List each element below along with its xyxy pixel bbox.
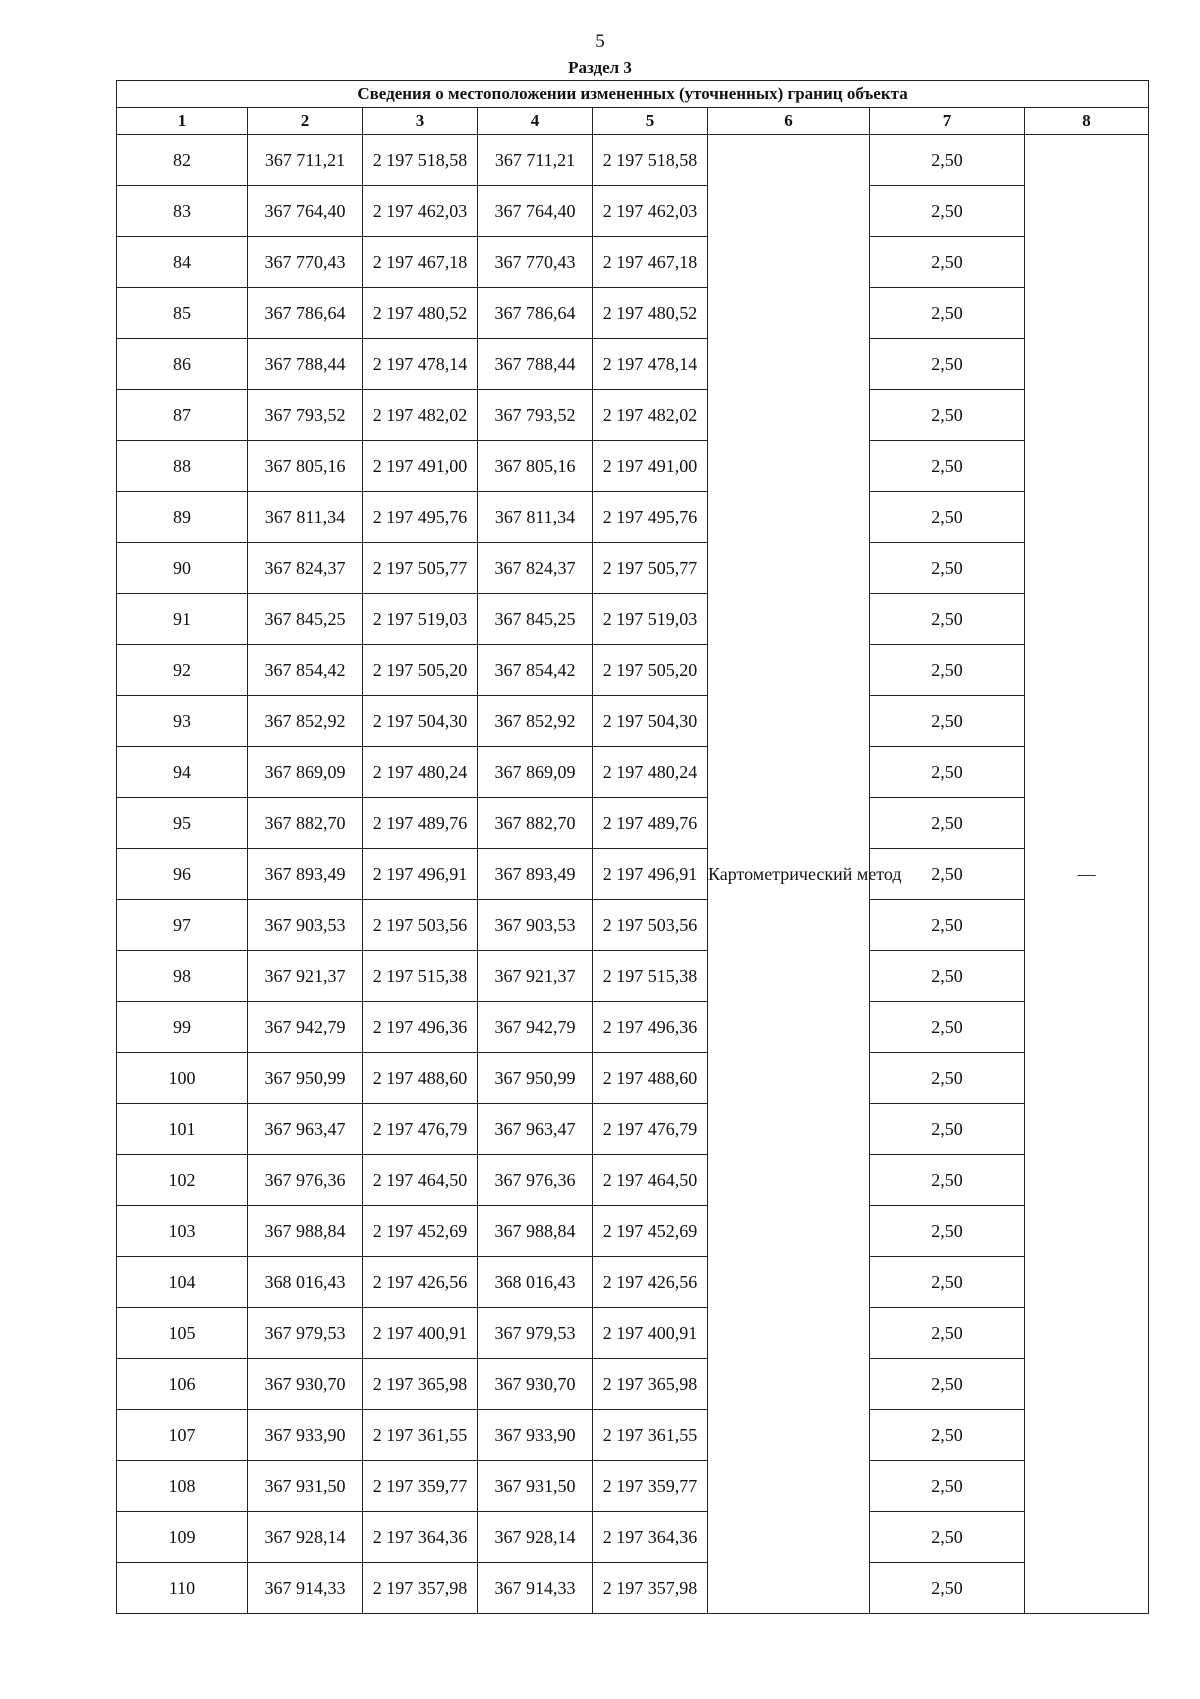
table-row — [117, 288, 1149, 339]
y-coordinate-new-cell: 2 197 503,56 — [593, 900, 708, 951]
table-row — [117, 696, 1149, 747]
table-row — [117, 237, 1149, 288]
table-body — [117, 135, 1149, 1614]
x-coordinate-old-cell: 367 963,47 — [248, 1104, 363, 1155]
x-coordinate-old-cell: 367 976,36 — [248, 1155, 363, 1206]
x-coordinate-new-cell: 367 852,92 — [478, 696, 593, 747]
point-number-cell: 87 — [117, 390, 248, 441]
table-row — [117, 900, 1149, 951]
point-number-cell: 84 — [117, 237, 248, 288]
table-row — [117, 441, 1149, 492]
y-coordinate-new-cell: 2 197 480,52 — [593, 288, 708, 339]
table-row — [117, 1257, 1149, 1308]
y-coordinate-new-cell: 2 197 464,50 — [593, 1155, 708, 1206]
x-coordinate-old-cell: 367 845,25 — [248, 594, 363, 645]
y-coordinate-new-cell: 2 197 488,60 — [593, 1053, 708, 1104]
y-coordinate-new-cell: 2 197 467,18 — [593, 237, 708, 288]
y-coordinate-old-cell: 2 197 361,55 — [363, 1410, 478, 1461]
point-number-cell: 103 — [117, 1206, 248, 1257]
table-row — [117, 594, 1149, 645]
x-coordinate-new-cell: 367 893,49 — [478, 849, 593, 900]
accuracy-cell: 2,50 — [870, 288, 1025, 339]
x-coordinate-new-cell: 367 805,16 — [478, 441, 593, 492]
y-coordinate-old-cell: 2 197 488,60 — [363, 1053, 478, 1104]
x-coordinate-old-cell: 367 811,34 — [248, 492, 363, 543]
point-number-cell: 82 — [117, 135, 248, 186]
method-cell: Картометрический метод — [708, 135, 870, 1614]
x-coordinate-new-cell: 367 914,33 — [478, 1563, 593, 1614]
x-coordinate-new-cell: 367 988,84 — [478, 1206, 593, 1257]
y-coordinate-new-cell: 2 197 357,98 — [593, 1563, 708, 1614]
y-coordinate-old-cell: 2 197 400,91 — [363, 1308, 478, 1359]
accuracy-cell: 2,50 — [870, 1563, 1025, 1614]
table-row — [117, 543, 1149, 594]
y-coordinate-old-cell: 2 197 515,38 — [363, 951, 478, 1002]
x-coordinate-old-cell: 367 933,90 — [248, 1410, 363, 1461]
x-coordinate-old-cell: 367 711,21 — [248, 135, 363, 186]
table-row — [117, 849, 1149, 900]
y-coordinate-new-cell: 2 197 515,38 — [593, 951, 708, 1002]
point-number-cell: 90 — [117, 543, 248, 594]
section-title: Раздел 3 — [568, 58, 632, 77]
accuracy-cell: 2,50 — [870, 696, 1025, 747]
x-coordinate-new-cell: 367 933,90 — [478, 1410, 593, 1461]
x-coordinate-new-cell: 368 016,43 — [478, 1257, 593, 1308]
x-coordinate-old-cell: 367 824,37 — [248, 543, 363, 594]
x-coordinate-old-cell: 367 928,14 — [248, 1512, 363, 1563]
y-coordinate-new-cell: 2 197 518,58 — [593, 135, 708, 186]
point-number-cell: 93 — [117, 696, 248, 747]
accuracy-cell: 2,50 — [870, 747, 1025, 798]
table-row — [117, 1308, 1149, 1359]
y-coordinate-old-cell: 2 197 495,76 — [363, 492, 478, 543]
y-coordinate-old-cell: 2 197 496,91 — [363, 849, 478, 900]
accuracy-cell: 2,50 — [870, 237, 1025, 288]
y-coordinate-new-cell: 2 197 505,20 — [593, 645, 708, 696]
y-coordinate-new-cell: 2 197 364,36 — [593, 1512, 708, 1563]
accuracy-cell: 2,50 — [870, 1206, 1025, 1257]
point-number-cell: 97 — [117, 900, 248, 951]
x-coordinate-old-cell: 367 988,84 — [248, 1206, 363, 1257]
y-coordinate-old-cell: 2 197 462,03 — [363, 186, 478, 237]
y-coordinate-old-cell: 2 197 467,18 — [363, 237, 478, 288]
x-coordinate-new-cell: 367 764,40 — [478, 186, 593, 237]
accuracy-cell: 2,50 — [870, 1308, 1025, 1359]
y-coordinate-old-cell: 2 197 505,20 — [363, 645, 478, 696]
x-coordinate-new-cell: 367 824,37 — [478, 543, 593, 594]
x-coordinate-new-cell: 367 845,25 — [478, 594, 593, 645]
x-coordinate-old-cell: 367 921,37 — [248, 951, 363, 1002]
y-coordinate-old-cell: 2 197 359,77 — [363, 1461, 478, 1512]
column-number: 3 — [363, 108, 478, 135]
y-coordinate-old-cell: 2 197 480,24 — [363, 747, 478, 798]
accuracy-cell: 2,50 — [870, 492, 1025, 543]
accuracy-cell: 2,50 — [870, 135, 1025, 186]
accuracy-cell: 2,50 — [870, 645, 1025, 696]
table-row — [117, 1053, 1149, 1104]
y-coordinate-new-cell: 2 197 361,55 — [593, 1410, 708, 1461]
x-coordinate-new-cell: 367 976,36 — [478, 1155, 593, 1206]
y-coordinate-old-cell: 2 197 496,36 — [363, 1002, 478, 1053]
y-coordinate-old-cell: 2 197 489,76 — [363, 798, 478, 849]
y-coordinate-old-cell: 2 197 364,36 — [363, 1512, 478, 1563]
table-row — [117, 186, 1149, 237]
point-number-cell: 105 — [117, 1308, 248, 1359]
x-coordinate-new-cell: 367 963,47 — [478, 1104, 593, 1155]
x-coordinate-old-cell: 367 930,70 — [248, 1359, 363, 1410]
y-coordinate-old-cell: 2 197 452,69 — [363, 1206, 478, 1257]
x-coordinate-new-cell: 367 770,43 — [478, 237, 593, 288]
x-coordinate-old-cell: 367 793,52 — [248, 390, 363, 441]
accuracy-cell: 2,50 — [870, 339, 1025, 390]
y-coordinate-new-cell: 2 197 496,91 — [593, 849, 708, 900]
table-row — [117, 1512, 1149, 1563]
y-coordinate-new-cell: 2 197 482,02 — [593, 390, 708, 441]
accuracy-cell: 2,50 — [870, 441, 1025, 492]
table-row — [117, 747, 1149, 798]
y-coordinate-new-cell: 2 197 476,79 — [593, 1104, 708, 1155]
accuracy-cell: 2,50 — [870, 1359, 1025, 1410]
x-coordinate-old-cell: 367 786,64 — [248, 288, 363, 339]
x-coordinate-old-cell: 367 931,50 — [248, 1461, 363, 1512]
x-coordinate-old-cell: 367 788,44 — [248, 339, 363, 390]
x-coordinate-old-cell: 367 950,99 — [248, 1053, 363, 1104]
y-coordinate-old-cell: 2 197 476,79 — [363, 1104, 478, 1155]
table-row — [117, 1104, 1149, 1155]
x-coordinate-old-cell: 367 979,53 — [248, 1308, 363, 1359]
x-coordinate-new-cell: 367 942,79 — [478, 1002, 593, 1053]
x-coordinate-new-cell: 367 931,50 — [478, 1461, 593, 1512]
x-coordinate-new-cell: 367 854,42 — [478, 645, 593, 696]
x-coordinate-new-cell: 367 979,53 — [478, 1308, 593, 1359]
point-number-cell: 98 — [117, 951, 248, 1002]
accuracy-cell: 2,50 — [870, 543, 1025, 594]
y-coordinate-old-cell: 2 197 480,52 — [363, 288, 478, 339]
table-row — [117, 390, 1149, 441]
y-coordinate-new-cell: 2 197 452,69 — [593, 1206, 708, 1257]
point-number-cell: 101 — [117, 1104, 248, 1155]
accuracy-cell: 2,50 — [870, 951, 1025, 1002]
accuracy-cell: 2,50 — [870, 900, 1025, 951]
accuracy-cell: 2,50 — [870, 594, 1025, 645]
table-row — [117, 1002, 1149, 1053]
y-coordinate-new-cell: 2 197 400,91 — [593, 1308, 708, 1359]
table-row — [117, 1206, 1149, 1257]
y-coordinate-new-cell: 2 197 478,14 — [593, 339, 708, 390]
x-coordinate-old-cell: 367 869,09 — [248, 747, 363, 798]
x-coordinate-old-cell: 367 805,16 — [248, 441, 363, 492]
x-coordinate-old-cell: 367 893,49 — [248, 849, 363, 900]
point-number-cell: 102 — [117, 1155, 248, 1206]
point-number-cell: 109 — [117, 1512, 248, 1563]
y-coordinate-old-cell: 2 197 491,00 — [363, 441, 478, 492]
note-cell: — — [1025, 135, 1149, 1614]
y-coordinate-old-cell: 2 197 464,50 — [363, 1155, 478, 1206]
accuracy-cell: 2,50 — [870, 1053, 1025, 1104]
x-coordinate-old-cell: 367 942,79 — [248, 1002, 363, 1053]
x-coordinate-old-cell: 367 854,42 — [248, 645, 363, 696]
accuracy-cell: 2,50 — [870, 1002, 1025, 1053]
column-number: 6 — [708, 108, 870, 135]
point-number-cell: 110 — [117, 1563, 248, 1614]
y-coordinate-new-cell: 2 197 496,36 — [593, 1002, 708, 1053]
accuracy-cell: 2,50 — [870, 798, 1025, 849]
table-row — [117, 135, 1149, 186]
point-number-cell: 88 — [117, 441, 248, 492]
x-coordinate-new-cell: 367 921,37 — [478, 951, 593, 1002]
point-number-cell: 95 — [117, 798, 248, 849]
point-number-cell: 106 — [117, 1359, 248, 1410]
x-coordinate-new-cell: 367 793,52 — [478, 390, 593, 441]
accuracy-cell: 2,50 — [870, 390, 1025, 441]
point-number-cell: 99 — [117, 1002, 248, 1053]
column-number: 5 — [593, 108, 708, 135]
x-coordinate-old-cell: 367 903,53 — [248, 900, 363, 951]
point-number-cell: 92 — [117, 645, 248, 696]
column-number: 7 — [870, 108, 1025, 135]
table-row — [117, 951, 1149, 1002]
x-coordinate-old-cell: 367 852,92 — [248, 696, 363, 747]
accuracy-cell: 2,50 — [870, 1512, 1025, 1563]
point-number-cell: 108 — [117, 1461, 248, 1512]
point-number-cell: 89 — [117, 492, 248, 543]
table-caption: Сведения о местоположении измененных (уточненных) границ объекта — [117, 81, 1149, 108]
x-coordinate-old-cell: 367 764,40 — [248, 186, 363, 237]
table-row — [117, 1410, 1149, 1461]
y-coordinate-old-cell: 2 197 505,77 — [363, 543, 478, 594]
accuracy-cell: 2,50 — [870, 186, 1025, 237]
accuracy-cell: 2,50 — [870, 1410, 1025, 1461]
y-coordinate-new-cell: 2 197 519,03 — [593, 594, 708, 645]
table-row — [117, 1155, 1149, 1206]
column-number: 2 — [248, 108, 363, 135]
column-number: 8 — [1025, 108, 1149, 135]
x-coordinate-old-cell: 367 882,70 — [248, 798, 363, 849]
y-coordinate-new-cell: 2 197 489,76 — [593, 798, 708, 849]
page-number: 5 — [595, 31, 605, 52]
point-number-cell: 86 — [117, 339, 248, 390]
x-coordinate-new-cell: 367 786,64 — [478, 288, 593, 339]
point-number-cell: 91 — [117, 594, 248, 645]
x-coordinate-new-cell: 367 869,09 — [478, 747, 593, 798]
table-row — [117, 1563, 1149, 1614]
point-number-cell: 100 — [117, 1053, 248, 1104]
accuracy-cell: 2,50 — [870, 1104, 1025, 1155]
coordinates-table — [116, 80, 1149, 1614]
x-coordinate-new-cell: 367 788,44 — [478, 339, 593, 390]
x-coordinate-new-cell: 367 811,34 — [478, 492, 593, 543]
x-coordinate-new-cell: 367 711,21 — [478, 135, 593, 186]
y-coordinate-old-cell: 2 197 478,14 — [363, 339, 478, 390]
y-coordinate-new-cell: 2 197 365,98 — [593, 1359, 708, 1410]
point-number-cell: 107 — [117, 1410, 248, 1461]
y-coordinate-old-cell: 2 197 519,03 — [363, 594, 478, 645]
column-number: 4 — [478, 108, 593, 135]
y-coordinate-new-cell: 2 197 359,77 — [593, 1461, 708, 1512]
y-coordinate-new-cell: 2 197 495,76 — [593, 492, 708, 543]
accuracy-cell: 2,50 — [870, 849, 1025, 900]
point-number-cell: 83 — [117, 186, 248, 237]
x-coordinate-old-cell: 368 016,43 — [248, 1257, 363, 1308]
point-number-cell: 94 — [117, 747, 248, 798]
x-coordinate-old-cell: 367 770,43 — [248, 237, 363, 288]
y-coordinate-old-cell: 2 197 365,98 — [363, 1359, 478, 1410]
point-number-cell: 96 — [117, 849, 248, 900]
y-coordinate-old-cell: 2 197 518,58 — [363, 135, 478, 186]
y-coordinate-new-cell: 2 197 504,30 — [593, 696, 708, 747]
x-coordinate-new-cell: 367 903,53 — [478, 900, 593, 951]
y-coordinate-new-cell: 2 197 462,03 — [593, 186, 708, 237]
column-number-row — [117, 108, 1149, 135]
table-row — [117, 645, 1149, 696]
point-number-cell: 85 — [117, 288, 248, 339]
table-row — [117, 492, 1149, 543]
accuracy-cell: 2,50 — [870, 1155, 1025, 1206]
y-coordinate-new-cell: 2 197 491,00 — [593, 441, 708, 492]
column-number: 1 — [117, 108, 248, 135]
x-coordinate-new-cell: 367 950,99 — [478, 1053, 593, 1104]
x-coordinate-new-cell: 367 930,70 — [478, 1359, 593, 1410]
y-coordinate-new-cell: 2 197 480,24 — [593, 747, 708, 798]
y-coordinate-old-cell: 2 197 426,56 — [363, 1257, 478, 1308]
accuracy-cell: 2,50 — [870, 1461, 1025, 1512]
table-row — [117, 1359, 1149, 1410]
y-coordinate-old-cell: 2 197 504,30 — [363, 696, 478, 747]
y-coordinate-old-cell: 2 197 482,02 — [363, 390, 478, 441]
y-coordinate-new-cell: 2 197 426,56 — [593, 1257, 708, 1308]
x-coordinate-new-cell: 367 928,14 — [478, 1512, 593, 1563]
point-number-cell: 104 — [117, 1257, 248, 1308]
table-row — [117, 1461, 1149, 1512]
table-row — [117, 798, 1149, 849]
x-coordinate-new-cell: 367 882,70 — [478, 798, 593, 849]
table-row — [117, 339, 1149, 390]
y-coordinate-old-cell: 2 197 357,98 — [363, 1563, 478, 1614]
accuracy-cell: 2,50 — [870, 1257, 1025, 1308]
y-coordinate-old-cell: 2 197 503,56 — [363, 900, 478, 951]
x-coordinate-old-cell: 367 914,33 — [248, 1563, 363, 1614]
y-coordinate-new-cell: 2 197 505,77 — [593, 543, 708, 594]
